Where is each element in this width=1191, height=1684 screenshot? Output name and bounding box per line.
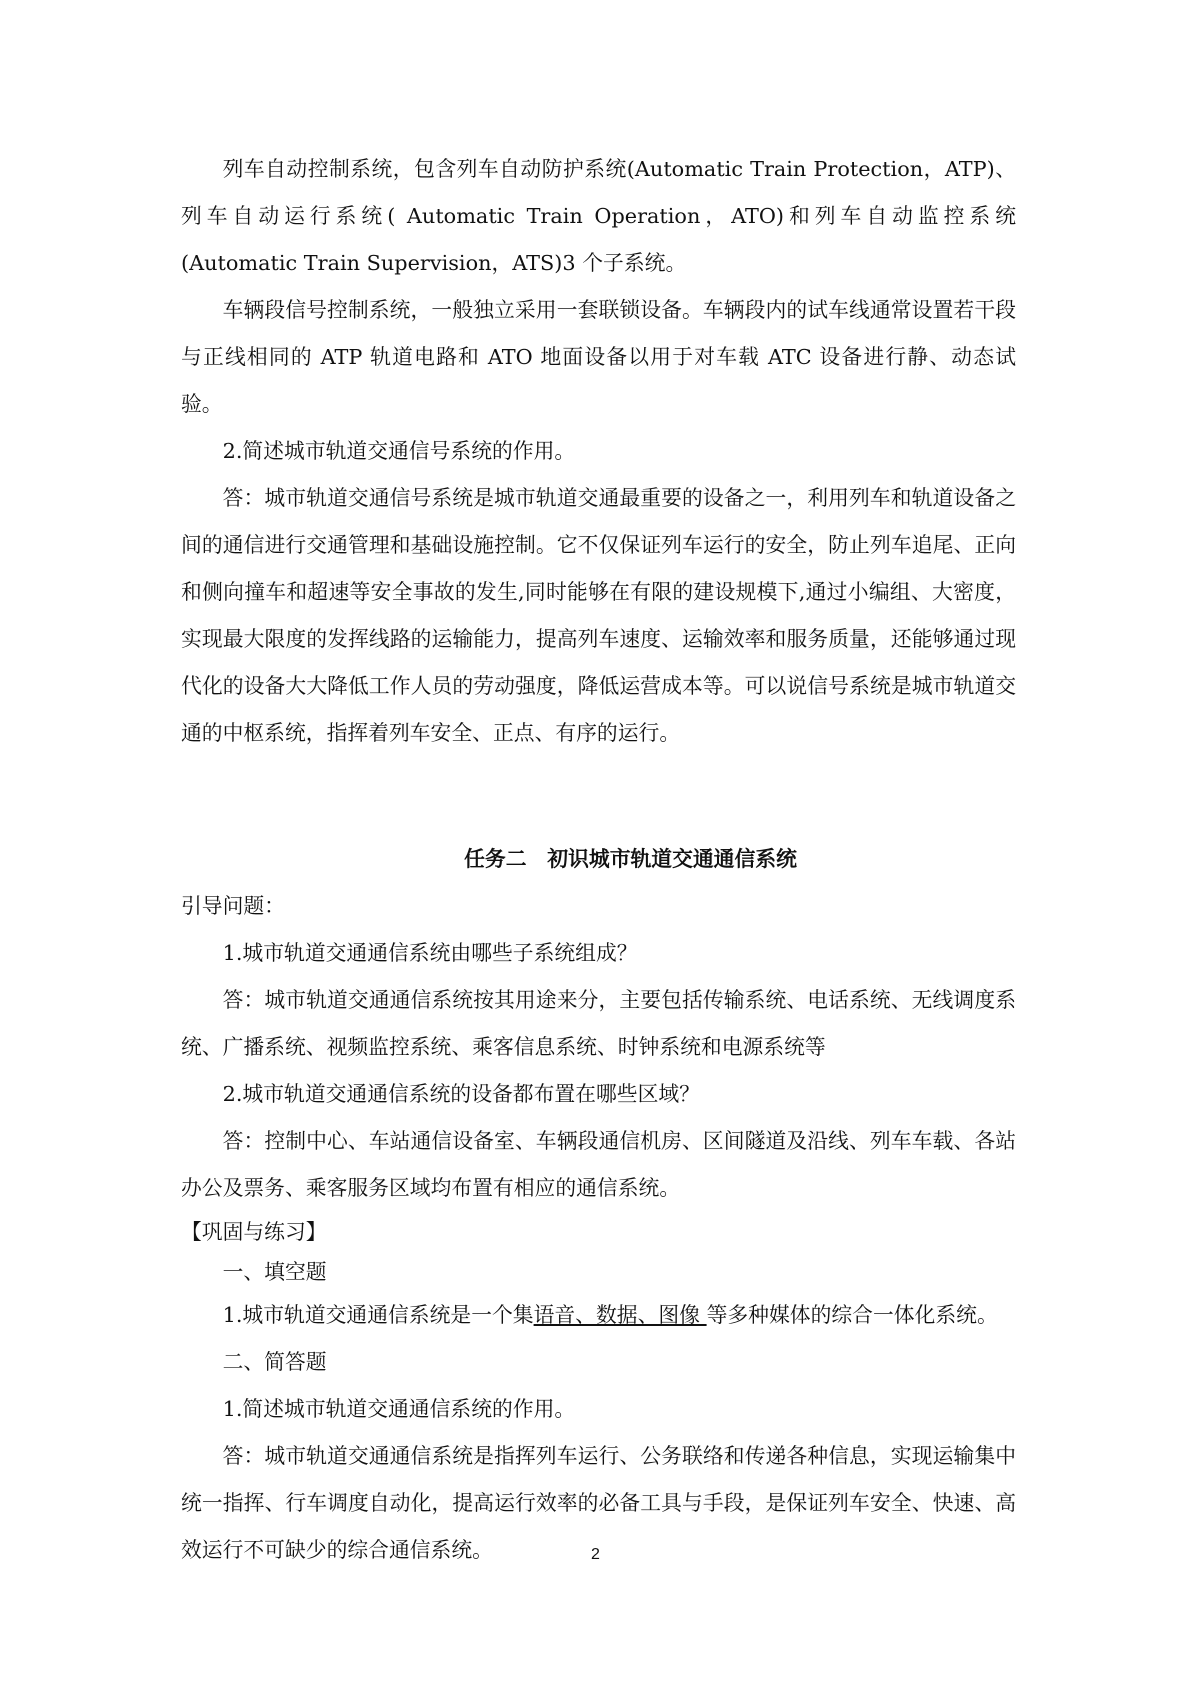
- signal-question-2: 2.简述城市轨道交通信号系统的作用。: [222, 439, 576, 463]
- short-answer-answer-1: 答：城市轨道交通通信系统是指挥列车运行、公务联络和传递各种信息，实现运输集中统一指挥、行车调度自动化，提高运行效率的必备工具与手段，是保证列车安全、快速、高效运行不可缺少的综合通信系统。: [181, 1444, 1016, 1562]
- comm-question-2: 2.城市轨道交通通信系统的设备都布置在哪些区域？: [222, 1082, 700, 1106]
- depot-signal-paragraph: 车辆段信号控制系统，一般独立采用一套联锁设备。车辆段内的试车线通常设置若干段与正线相同的 ATP 轨道电路和 ATO 地面设备以用于对车载 ATC 设备进行静、动态试验。: [181, 298, 1016, 416]
- fill-blank-title: 一、填空题: [222, 1260, 327, 1284]
- practice-heading: 【巩固与练习】: [181, 1220, 327, 1244]
- fill-blank-question-1: [181, 1292, 1016, 1339]
- page-body: [181, 146, 1016, 1574]
- comm-answer-2: 答：控制中心、车站通信设备室、车辆段通信机房、区间隧道及沿线、列车车载、各站办公及票务、乘客服务区域均布置有相应的通信系统。: [181, 1129, 1016, 1200]
- page-number: 2: [591, 1546, 600, 1563]
- task2-heading: 任务二 初识城市轨道交通通信系统: [464, 847, 797, 871]
- fill-blank-answer: 语音、数据、图像: [533, 1303, 707, 1327]
- short-answer-title: 二、简答题: [222, 1350, 327, 1374]
- guide-questions-label: 引导问题：: [181, 894, 285, 918]
- fill-blank-text-after: 等多种媒体的综合一体化系统。: [706, 1303, 998, 1327]
- fill-blank-text-before: 1.城市轨道交通通信系统是一个集: [222, 1303, 534, 1327]
- comm-question-1: 1.城市轨道交通通信系统由哪些子系统组成？: [222, 941, 638, 965]
- atc-paragraph: 列车自动控制系统，包含列车自动防护系统(Automatic Train Protection，ATP)、列车自动运行系统( Automatic Train Operation，ATO)和列车自动监控系统(Automatic Train Supervision，ATS)3 个子系统。: [181, 157, 1016, 275]
- comm-answer-1: 答：城市轨道交通通信系统按其用途来分，主要包括传输系统、电话系统、无线调度系统、广播系统、视频监控系统、乘客信息系统、时钟系统和电源系统等: [181, 988, 1016, 1059]
- signal-answer-2: 答：城市轨道交通信号系统是城市轨道交通最重要的设备之一，利用列车和轨道设备之间的通信进行交通管理和基础设施控制。它不仅保证列车运行的安全，防止列车追尾、正向和侧向撞车和超速等安全事故的发生,同时能够在有限的建设规模下,通过小编组、大密度，实现最大限度的发挥线路的运输能力，提高列车速度、运输效率和服务质量，还能够通过现代化的设备大大降低工作人员的劳动强度，降低运营成本等。可以说信号系统是城市轨道交通的中枢系统，指挥着列车安全、正点、有序的运行。: [181, 486, 1016, 745]
- short-answer-question-1: 1.简述城市轨道交通通信系统的作用。: [222, 1397, 576, 1421]
